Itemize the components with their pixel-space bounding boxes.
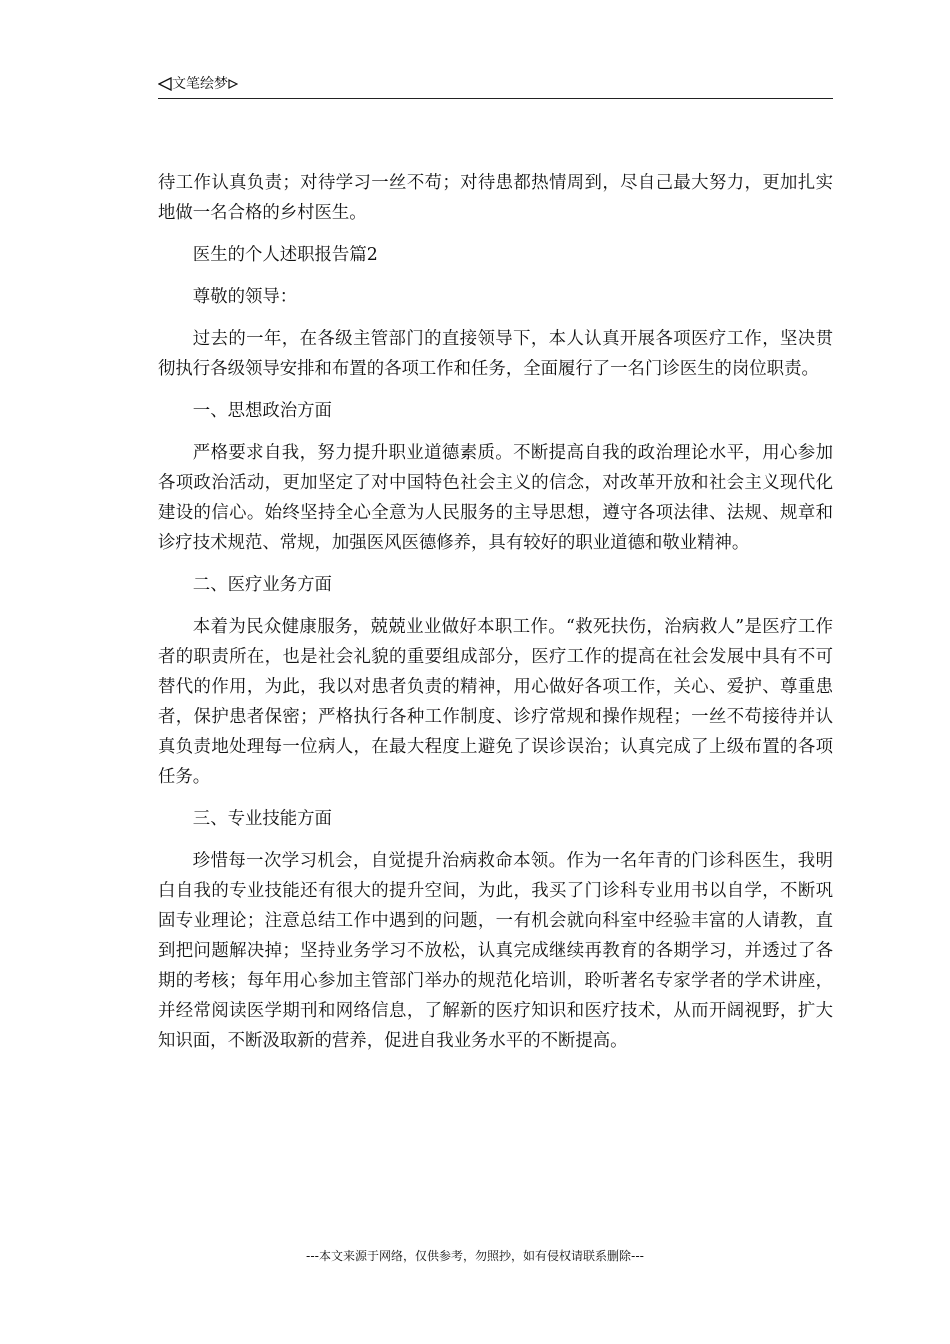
paragraph-intro: 过去的一年，在各级主管部门的直接领导下，本人认真开展各项医疗工作，坚决贯彻执行各级领导安排和布置的各项工作和任务，全面履行了一名门诊医生的岗位职责。 — [158, 329, 833, 379]
section-heading-2: 二、医疗业务方面 — [192, 575, 332, 595]
document-body — [158, 168, 833, 1056]
section-heading-1: 一、思想政治方面 — [192, 401, 332, 421]
paragraph-section-2: 本着为民众健康服务，兢兢业业做好本职工作。“救死扶伤，治病救人”是医疗工作者的职责所在，也是社会礼貌的重要组成部分，医疗工作的提高在社会发展中具有不可替代的作用，为此，我以对患者负责的精神，用心做好各项工作，关心、爱护、尊重患者，保护患者保密；严格执行各种工作制度、诊疗常规和操作规程；一丝不苟接待并认真负责地处理每一位病人，在最大程度上避免了误诊误治；认真完成了上级布置的各项任务。 — [158, 617, 833, 787]
header-title: 文笔绘梦 — [172, 76, 228, 92]
right-triangle-icon — [228, 79, 238, 89]
section-heading-3: 三、专业技能方面 — [192, 809, 332, 829]
salutation: 尊敬的领导： — [192, 287, 298, 307]
paragraph-section-1: 严格要求自我，努力提升职业道德素质。不断提高自我的政治理论水平，用心参加各项政治活动，更加坚定了对中国特色社会主义的信念，对改革开放和社会主义现代化建设的信心。始终坚持全心全意为人民服务的主导思想，遵守各项法律、法规、规章和诊疗技术规范、常规，加强医风医德修养，具有较好的职业道德和敬业精神。 — [158, 443, 833, 553]
paragraph-continuation: 待工作认真负责；对待学习一丝不苟；对待患都热情周到，尽自己最大努力，更加扎实地做一名合格的乡村医生。 — [158, 173, 833, 223]
left-triangle-icon — [158, 77, 172, 91]
header-title-group — [158, 76, 238, 92]
page-footer: ---本文来源于网络，仅供参考，勿照抄，如有侵权请联系删除--- — [306, 1249, 644, 1263]
report-title: 医生的个人述职报告篇2 — [192, 245, 378, 265]
paragraph-section-3: 珍惜每一次学习机会，自觉提升治病救命本领。作为一名年青的门诊科医生，我明白自我的专业技能还有很大的提升空间，为此，我买了门诊科专业用书以自学，不断巩固专业理论；注意总结工作中遇到的问题，一有机会就向科室中经验丰富的人请教，直到把问题解决掉；坚持业务学习不放松，认真完成继续再教育的各期学习，并透过了各期的考核；每年用心参加主管部门举办的规范化培训，聆听著名专家学者的学术讲座，并经常阅读医学期刊和网络信息，了解新的医疗知识和医疗技术，从而开阔视野，扩大知识面，不断汲取新的营养，促进自我业务水平的不断提高。 — [158, 851, 833, 1051]
page-header — [158, 70, 833, 99]
